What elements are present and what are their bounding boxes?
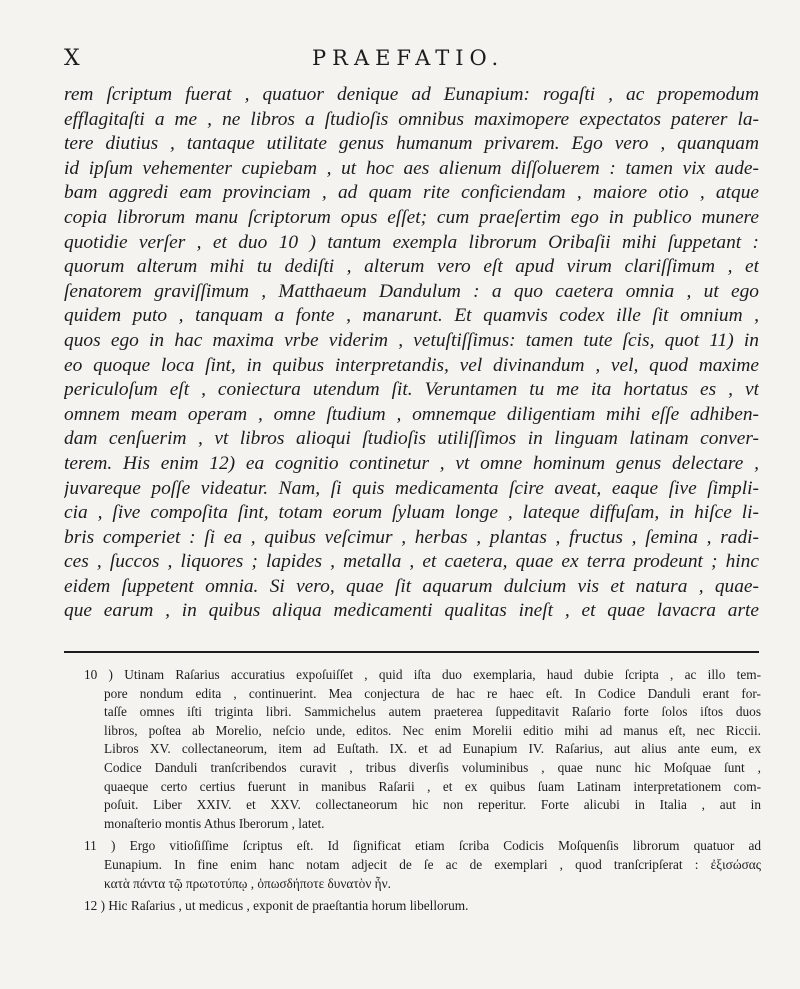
text-line: bam aggredi eam provinciam , ad quam rite conficiendam , maiore otio , atque bbox=[64, 182, 759, 204]
footnote-line: monaſterio montis Athus Iberorum , latet. bbox=[104, 815, 325, 831]
text-line: juvareque poſſe videatur. Nam, ſi quis medicamenta ſcire aveat, eaque ſive ſimpli- bbox=[64, 477, 759, 499]
footnote-line: taſſe omnes iſti triginta libri. Sammichelus autem praeterea ſuppeditavit Raſario forte ſolos iſtos duos bbox=[104, 704, 761, 720]
text-line: bris comperiet : ſi ea , quibus veſcimur , herbas , plantas , fructus , ſemina , radi- bbox=[64, 526, 759, 548]
text-line: quotidie verſer , et duo 10 ) tantum exempla librorum Oribaſii mihi ſuppetant : bbox=[64, 231, 759, 253]
text-line: omnem meam operam , omne ſtudium , omnemque diligentiam mihi eſſe adhiben- bbox=[64, 403, 759, 425]
footnotes-block bbox=[84, 666, 761, 920]
footnote-line: poſuit. Liber XXIV. et XXV. collectaneorum hic non reperitur. Forte alicubi in Italia , aut in bbox=[104, 797, 761, 813]
text-line: efflagitaſti a me , ne libros a ſtudioſis omnibus maximopere expectatos paterer la- bbox=[64, 108, 759, 130]
text-line: quos ego in hac maxima vrbe viderim , vetuſtiſſimus: tamen tute ſcis, quot 11) in bbox=[64, 329, 759, 351]
text-line: ſenatorem graviſſimum , Matthaeum Dandulum : a quo caetera omnia , ut ego bbox=[64, 280, 759, 302]
footnote bbox=[84, 837, 761, 893]
text-line: quidem puto , tanquam a fonte , manarunt. Et quamvis codex ille ſit omnium , bbox=[64, 305, 759, 327]
footnote-line: libros, poſtea ab Morelio, neſcio unde, editos. Nec enim Morelii editio mihi ad manus eſt, nec Riccii. bbox=[104, 722, 761, 738]
text-line: periculoſum eſt , coniectura utendum ſit. Veruntamen tu me ita hortatus es , vt bbox=[64, 379, 759, 401]
footnote-line: 10 ) Utinam Raſarius accuratius expoſuiſſet , quid iſta duo exemplaria, haud dubie ſcripta , ac illo tem- bbox=[84, 667, 761, 682]
footnote-divider bbox=[64, 651, 759, 653]
text-line: eo quoque loca ſint, in quibus interpretandis, vel divinandum , vel, quod maxime bbox=[64, 354, 759, 376]
footnote bbox=[84, 666, 761, 833]
running-head: PRAEFATIO. bbox=[312, 46, 505, 70]
text-line: terem. His enim 12) ea cognitio continetur , vt omne hominum genus delectare , bbox=[64, 452, 759, 474]
text-line: tere diutius , tantaque utilitate genus humanum privarem. Ego vero , quanquam bbox=[64, 133, 759, 155]
footnote-line: κατὰ πάντα τῷ πρωτοτύπῳ , ὁπωσδήποτε δυνατὸν ἦν. bbox=[104, 875, 391, 891]
text-line: que earum , in quibus aliqua medicamenti qualitas ineſt , et quae lavacra arte bbox=[64, 600, 759, 622]
footnote-line: 11 ) Ergo vitioſiſſime ſcriptus eſt. Id ſignificat etiam ſcriba Codicis Moſquenſis librorum quatuor ad bbox=[84, 838, 761, 854]
footnote-line: pore nondum edita , continuerint. Mea conjectura de hac re haec eſt. In Codice Danduli erant for- bbox=[104, 685, 761, 701]
text-line: quorum alterum mihi tu dediſti , alterum vero eſt apud virum clariſſimum , et bbox=[64, 256, 759, 278]
text-line: eidem ſuppetent omnia. Si vero, quae ſit aquarum dulcium vis et natura , quae- bbox=[64, 575, 759, 597]
footnote-line: quaeque certo certius fuerunt in manibus Raſarii , et ex quibus ſuam Latinam interpretationem com- bbox=[104, 778, 761, 794]
footnote bbox=[84, 897, 761, 916]
footnote-line: Libros XV. collectaneorum, item ad Euſtath. IX. et ad Eunapium IV. Raſarius, aut alius ante eum, ex bbox=[104, 741, 761, 757]
text-line: copia librorum manu ſcriptorum opus eſſet; cum praeſertim ego in publico munere bbox=[64, 206, 759, 228]
footnote-line: Codice Danduli tranſcribendos curavit , tribus diverſis voluminibus , quae nunc hic Moſquae ſunt , bbox=[104, 759, 761, 775]
text-line: id ipſum vehementer cupiebam , ut hoc aes alienum diſſoluerem : tamen vix aude- bbox=[64, 157, 759, 179]
text-line: cia , ſive compoſita ſint, totam eorum ſyluam longe , lateque diffuſam, in hiſce li- bbox=[64, 502, 759, 524]
text-line: ces , ſuccos , liquores ; lapides , metalla , et caetera, quae ex terra prodeunt ; hinc bbox=[64, 551, 759, 573]
text-line: dam cenſuerim , vt libros alioqui ſtudioſis utiliſſimos in linguam latinam conver- bbox=[64, 428, 759, 450]
text-line: rem ſcriptum fuerat , quatuor denique ad Eunapium: rogaſti , ac propemodum bbox=[64, 84, 759, 105]
page-header bbox=[64, 46, 760, 78]
page-number: X bbox=[64, 46, 81, 71]
footnote-line: 12 ) Hic Raſarius , ut medicus , exponit de praeſtantia horum libellorum. bbox=[84, 898, 469, 914]
footnote-line: Eunapium. In fine enim hanc notam adjecit de ſe ac de exemplari , quod tranſcripſerat : ἐξισώσας bbox=[104, 856, 761, 872]
main-text-block bbox=[64, 83, 759, 624]
